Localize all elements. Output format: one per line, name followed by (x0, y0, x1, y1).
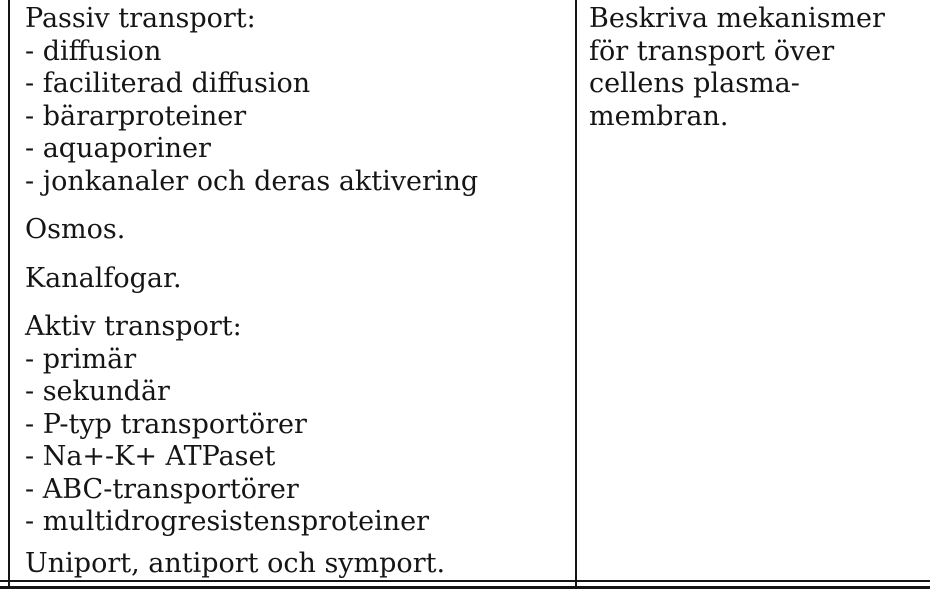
text-line: cellens plasma- (589, 68, 800, 99)
text-line: - bärarproteiner (25, 100, 247, 132)
text-line: - faciliterad diffusion (25, 68, 311, 99)
text-line: Osmos. (25, 214, 126, 245)
text-line: - diffusion (25, 35, 162, 67)
text-line: Uniport, antiport och symport. (25, 547, 446, 579)
text-line: - ABC-transportörer (25, 473, 299, 505)
table-left-border (8, 0, 10, 588)
paragraph-active-transport (25, 311, 565, 539)
text-line: - sekundär (25, 376, 170, 407)
text-line: för transport över (589, 35, 835, 67)
text-line: - aquaporiner (25, 133, 211, 164)
paragraph-osmosis (25, 214, 565, 247)
text-line: Passiv transport: (25, 3, 256, 34)
text-line: - jonkanaler och deras aktivering (25, 165, 479, 197)
paragraph-passive-transport (25, 3, 565, 198)
text-line: - multidrogresistensproteiner (25, 506, 430, 537)
text-line: membran. (589, 100, 729, 132)
text-line: Beskriva mekanismer (589, 3, 885, 34)
paragraph-gap-junctions (25, 263, 565, 296)
table-cell-course-topics (25, 3, 565, 592)
text-line: - Na+-K+ ATPaset (25, 441, 276, 472)
paragraph-port-types (25, 548, 565, 581)
text-line: - primär (25, 343, 137, 375)
table-column-divider (575, 0, 577, 586)
table-cell-learning-objective (589, 3, 919, 133)
text-line: - P-typ transportörer (25, 408, 307, 440)
text-line: Aktiv transport: (25, 311, 242, 342)
text-line: Kanalfogar. (25, 262, 182, 294)
